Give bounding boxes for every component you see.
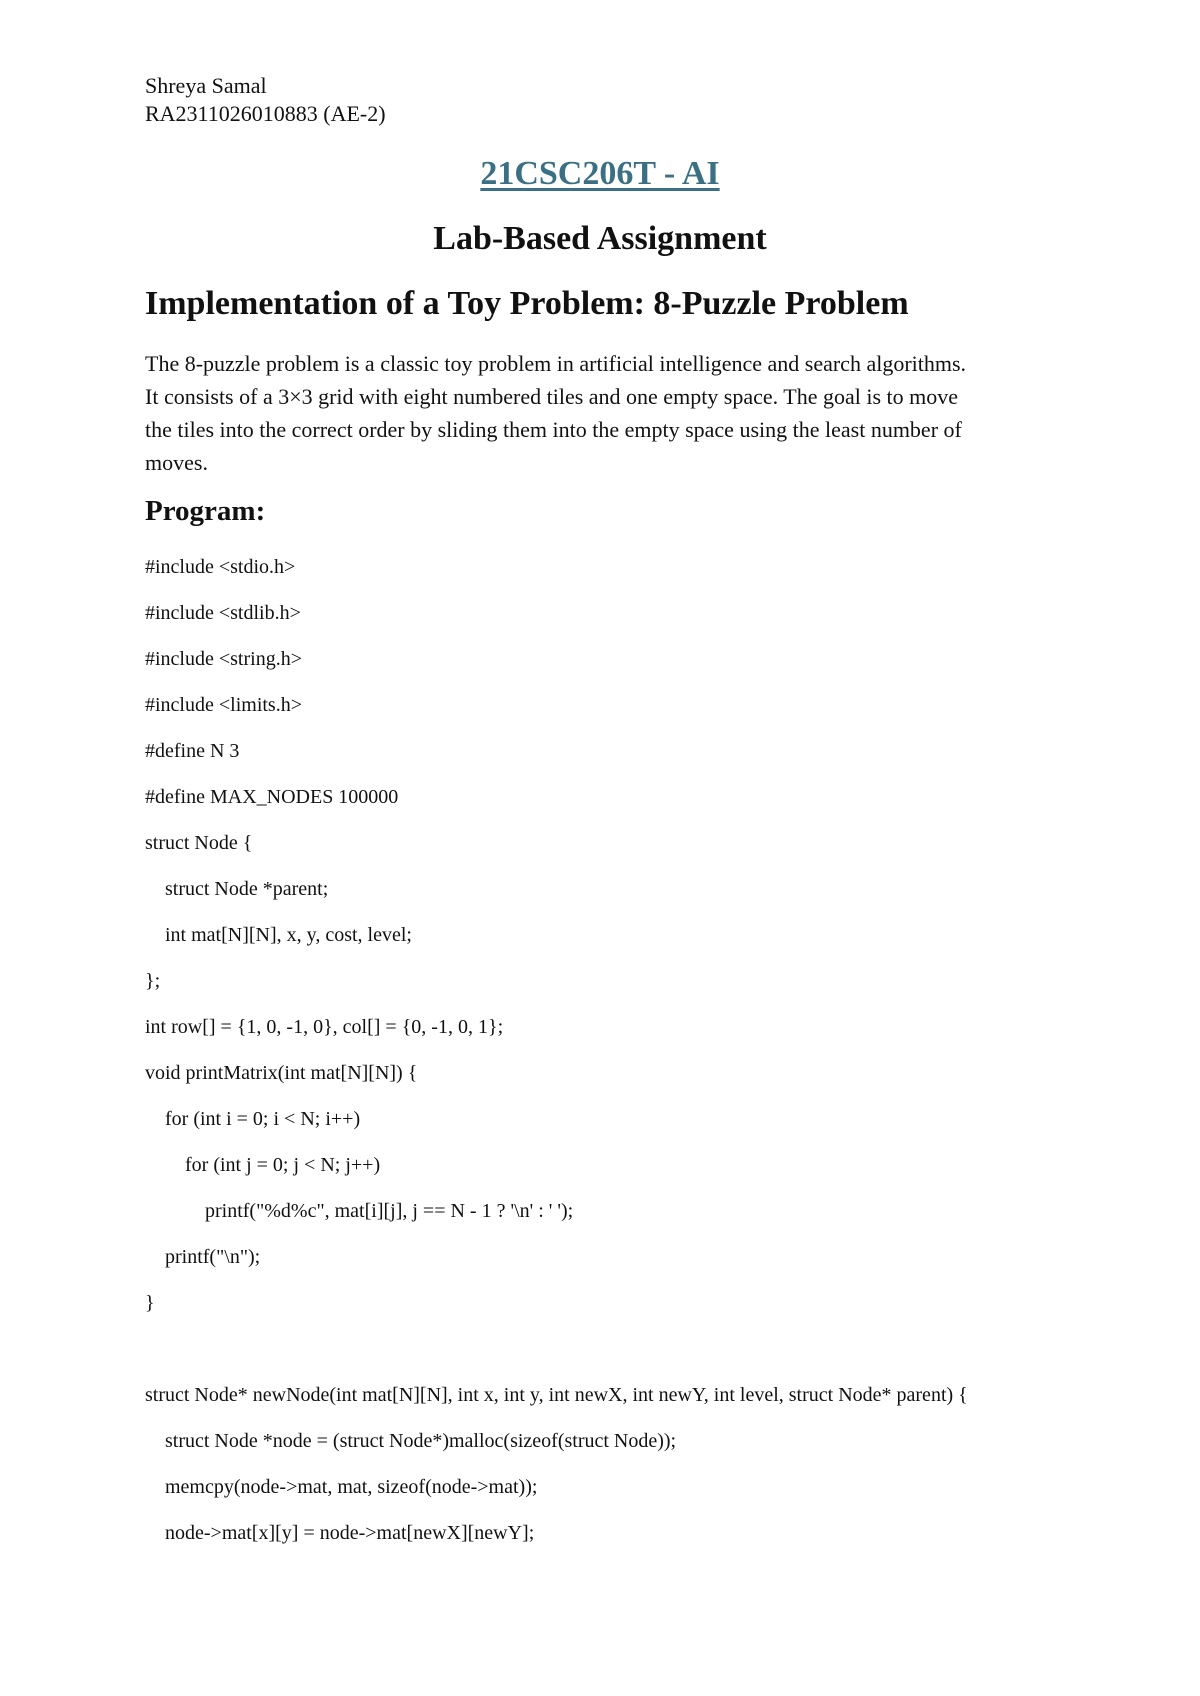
code-line: #include <limits.h> [145, 694, 302, 716]
intro-line: moves. [145, 450, 208, 475]
code-line: for (int i = 0; i < N; i++) [145, 1108, 361, 1130]
assignment-subtitle: Lab-Based Assignment [433, 220, 767, 257]
code-block [145, 552, 1145, 1564]
code-line: struct Node { [145, 832, 253, 854]
code-line: }; [145, 970, 161, 992]
code-line: #define MAX_NODES 100000 [145, 786, 399, 808]
code-line: struct Node* newNode(int mat[N][N], int x, int y, int newX, int newY, int level, struct Node* parent) { [145, 1384, 968, 1406]
code-line: #include <stdio.h> [145, 556, 296, 578]
code-line: memcpy(node->mat, mat, sizeof(node->mat)); [145, 1476, 538, 1498]
code-line: struct Node *parent; [145, 878, 329, 900]
code-line: struct Node *node = (struct Node*)malloc(sizeof(struct Node)); [145, 1430, 677, 1452]
section-heading: Implementation of a Toy Problem: 8-Puzzle Problem [145, 285, 909, 322]
code-line: #define N 3 [145, 740, 240, 762]
author-block [145, 72, 386, 128]
course-code-text: 21CSC206T - AI [480, 155, 720, 192]
code-line-blank [145, 1334, 1145, 1380]
code-line: int mat[N][N], x, y, cost, level; [145, 924, 412, 946]
code-line: printf("\n"); [145, 1246, 261, 1268]
intro-line: It consists of a 3×3 grid with eight numbered tiles and one empty space. The goal is to move [145, 384, 959, 409]
code-line: for (int j = 0; j < N; j++) [145, 1154, 381, 1176]
code-line: } [145, 1292, 155, 1314]
intro-paragraph [145, 347, 1065, 479]
code-line: #include <string.h> [145, 648, 302, 670]
code-line: printf("%d%c", mat[i][j], j == N - 1 ? '\n' : ' '); [145, 1200, 574, 1222]
author-name: Shreya Samal [145, 73, 267, 98]
code-line: node->mat[x][y] = node->mat[newX][newY]; [145, 1522, 535, 1544]
intro-line: The 8-puzzle problem is a classic toy problem in artificial intelligence and search algorithms. [145, 351, 967, 376]
author-id: RA2311026010883 (AE-2) [145, 101, 386, 126]
code-line: #include <stdlib.h> [145, 602, 301, 624]
course-code-title [0, 155, 1200, 193]
code-line: void printMatrix(int mat[N][N]) { [145, 1062, 418, 1084]
code-line: int row[] = {1, 0, -1, 0}, col[] = {0, -1, 0, 1}; [145, 1016, 504, 1038]
program-heading: Program: [145, 495, 266, 527]
intro-line: the tiles into the correct order by sliding them into the empty space using the least number of [145, 417, 962, 442]
